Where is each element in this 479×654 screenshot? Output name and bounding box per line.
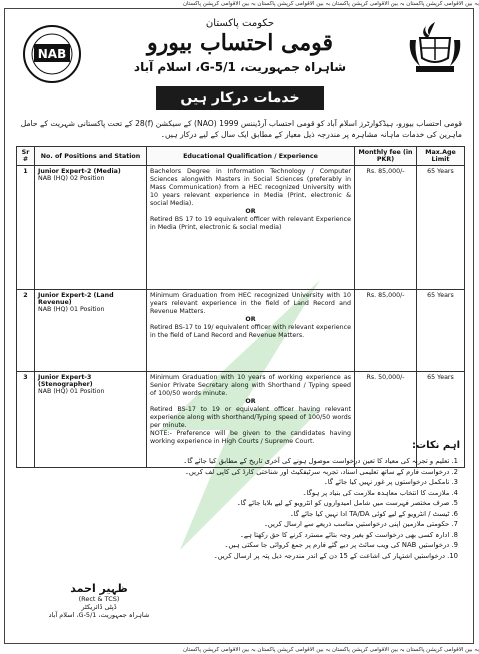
signatory-name: ظہیر احمد <box>70 582 128 595</box>
position-station: NAB (HQ) 01 Position <box>38 388 105 395</box>
position-cell <box>35 372 147 468</box>
signatory-designation: (Rect & TCS) <box>78 595 120 603</box>
col-positions: No. of Positions and Station <box>35 147 147 166</box>
fee-cell: Rs. 85,000/- <box>355 166 417 290</box>
qualification-cell <box>147 166 355 290</box>
qualification-primary: Bachelors Degree in Information Technology / Computer Sciences alongwith Masters in Social Sciences (preferably in Mass Communication) from a HEC recognized University with 10 years relevant experience in Media (Print, electronic & social Media). <box>150 168 351 207</box>
col-qualification: Educational Qualification / Experience <box>147 147 355 166</box>
positions-table <box>16 146 465 468</box>
list-item: 8. ادارہ کسی بھی درخواست کو بغیر وجہ بتائے مسترد کرنے کا حق رکھتا ہے۔ <box>239 530 458 539</box>
svg-text:NAB: NAB <box>37 47 67 61</box>
age-cell: 65 Years <box>417 372 465 468</box>
sr-cell: 2 <box>17 290 35 372</box>
or-label: OR <box>245 398 256 405</box>
bottom-strip: بہ بین الاقوامی کرپشن پاکستان بہ بین الاقوامی کرپشن پاکستان بہ بین الاقوامی کرپشن پاکستان بہ بین الاقوامی کرپشن پاکستان <box>182 647 479 653</box>
qualification-primary: Minimum Graduation with 10 years of working experience as Senior Private Secretary along with Shorthand / Typing speed of 100/50 words minute. <box>150 374 351 397</box>
position-station: NAB (HQ) 02 Position <box>38 175 105 182</box>
intro-paragraph: قومی احتساب بیورو، ہیڈکوارٹرز اسلام آباد کو قومی احتساب آرڈیننس 1999 (NAO) کے سیکشن (f)28 کے تحت پاکستانی شہریت کے حامل ماہرین کی خدمات ماہانہ مشاہرہ پر مندرجہ ذیل معیار کے مطابق ایک سال کے لیے درکار ہیں۔ <box>20 119 462 139</box>
list-item: 9. درخواستیں NAB کی ویب سائٹ پر دیے گئے فارم پر جمع کروائی جا سکتی ہیں۔ <box>224 541 458 549</box>
col-sr: Sr # <box>17 147 35 166</box>
services-required-banner: خدمات درکار ہیں <box>156 86 324 110</box>
list-item: 5. صرف مختصر فہرست میں شامل امیدواروں کو انٹرویو کے لیے بلایا جائے گا۔ <box>236 499 458 507</box>
qualification-note: NOTE:- Preference will be given to the candidates having working experience in High Courts / Supreme Court. <box>150 430 351 445</box>
position-cell <box>35 290 147 372</box>
table-header-row <box>17 147 465 166</box>
position-title: Junior Expert-2 (Land Revenue) <box>38 292 114 306</box>
position-station: NAB (HQ) 01 Position <box>38 306 105 313</box>
signatory-designation-urdu: ڈپٹی ڈائریکٹر <box>81 603 117 611</box>
nab-logo <box>22 24 82 84</box>
position-title: Junior Expert-3 (Stenographer) <box>38 374 93 388</box>
top-strip: بہ بین الاقوامی کرپشن پاکستان بہ بین الاقوامی کرپشن پاکستان بہ بین الاقوامی کرپشن پاکستان بہ بین الاقوامی کرپشن پاکستان <box>182 1 479 7</box>
col-fee: Monthly fee (in PKR) <box>355 147 417 166</box>
address-line: شاہراہ جمہوریت، G-5/1، اسلام آباد <box>133 60 347 74</box>
position-cell <box>35 166 147 290</box>
page-title: قومی احتساب بیورو <box>146 30 334 56</box>
list-item: 2. درخواست فارم کے ساتھ تعلیمی اسناد، تجربہ سرٹیفکیٹ اور شناختی کارڈ کی کاپی لف کریں۔ <box>184 467 458 476</box>
or-label: OR <box>245 208 256 215</box>
age-cell: 65 Years <box>417 166 465 290</box>
signature-block <box>24 582 174 619</box>
position-title: Junior Expert-2 (Media) <box>38 168 121 175</box>
list-item: 4. ملازمت کا انتخاب معاہدہ ملازمت کی بنیاد پر ہوگا۔ <box>302 488 458 497</box>
list-item: 1. تعلیم و تجربہ کی معیاد کا تعین درخواست موصول ہونے کی آخری تاریخ کے مطابق کیا جائے گا۔ <box>183 457 458 465</box>
list-item: 3. نامکمل درخواستوں پر غور نہیں کیا جائے گا۔ <box>323 478 458 486</box>
qualification-alternate: Retired BS-17 to 19/ equivalent officer with relevant experience in the field of Land Record and Revenue Matters. <box>150 324 351 339</box>
qualification-cell <box>147 290 355 372</box>
qualification-alternate: Retired BS 17 to 19 equivalent officer with relevant Experience in Media (Print, electronic & social media) <box>150 216 351 231</box>
table-row <box>17 166 465 290</box>
sr-cell: 3 <box>17 372 35 468</box>
qualification-primary: Minimum Graduation from HEC recognized University with 10 years relevant experience in the field of Land Record and Revenue Matters. <box>150 292 351 315</box>
fee-cell: Rs. 85,000/- <box>355 290 417 372</box>
table-row <box>17 290 465 372</box>
important-points-list <box>170 456 458 561</box>
govt-label: حکومت پاکستان <box>205 18 275 29</box>
list-item: 7. حکومتی ملازمین اپنی درخواستیں مناسب ذریعے سے ارسال کریں۔ <box>263 520 458 528</box>
col-age: Max.Age Limit <box>417 147 465 166</box>
qualification-cell <box>147 372 355 468</box>
important-points-heading: اہم نکات: <box>412 440 460 451</box>
signatory-address: شاہراہ جمہوریت، G-5/1، اسلام آباد <box>48 611 150 619</box>
age-cell: 65 Years <box>417 290 465 372</box>
or-label: OR <box>245 316 256 323</box>
list-item: 6. ٹیسٹ / انٹرویو کے لیے کوئی TA/DA ادا نہیں کیا جائے گا۔ <box>289 509 458 518</box>
fee-cell: Rs. 50,000/- <box>355 372 417 468</box>
list-item: 10. درخواستیں اشتہار کی اشاعت کے 15 دن کے اندر مندرجہ ذیل پتہ پر ارسال کریں۔ <box>213 551 458 560</box>
table-row <box>17 372 465 468</box>
qualification-alternate: Retired BS-17 to 19 or equivalent officer having relevant experience along with shorthand/Typing speed of 100/50 words per minute. <box>150 406 351 429</box>
pakistan-emblem-icon <box>406 20 464 74</box>
sr-cell: 1 <box>17 166 35 290</box>
